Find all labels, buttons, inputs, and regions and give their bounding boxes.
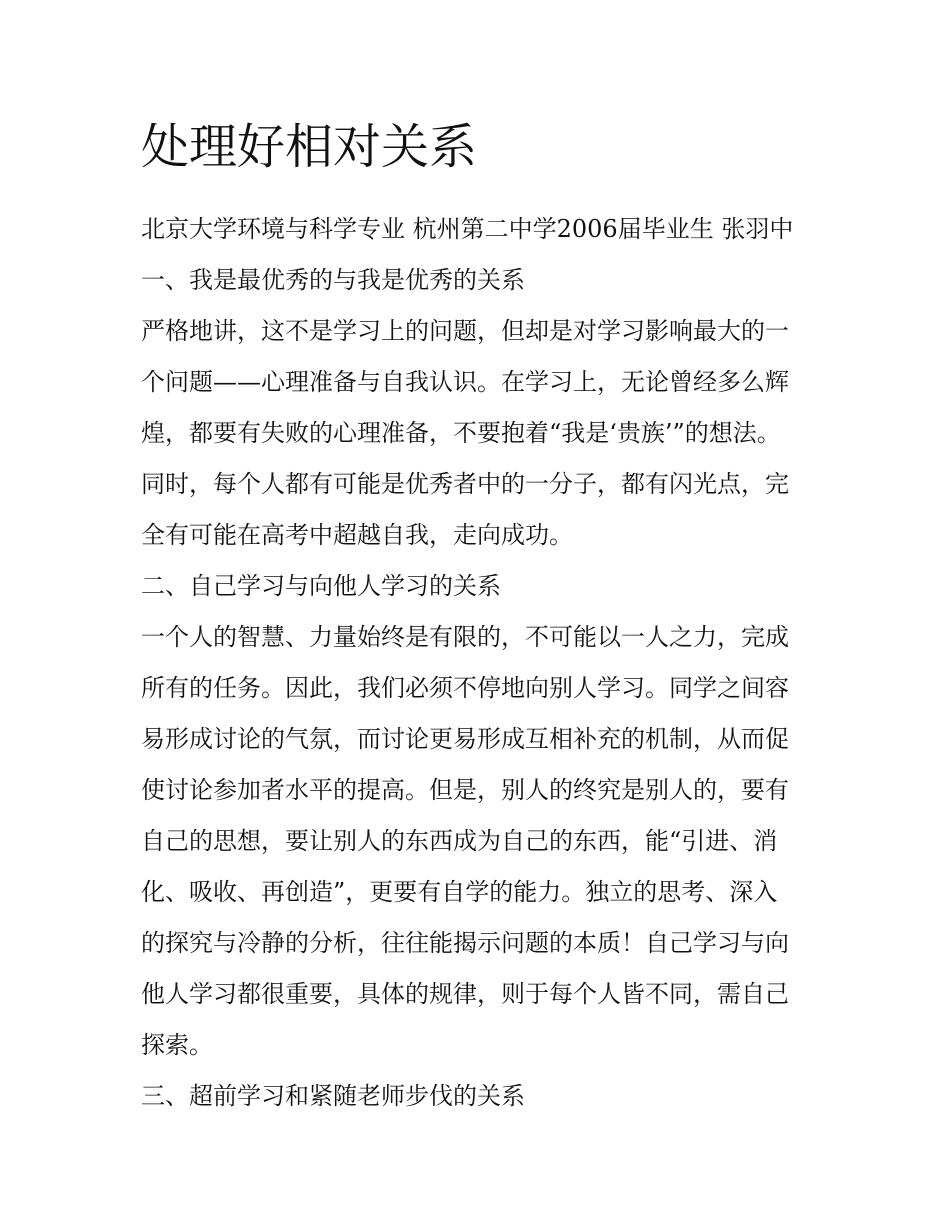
paragraph-line: 一个人的智慧、力量始终是有限的，不可能以一人之力，完成	[141, 623, 789, 651]
section-3	[141, 1071, 813, 1122]
paragraph-line: 他人学习都很重要，具体的规律，则于每个人皆不同，需自己	[141, 980, 789, 1008]
section-1	[141, 255, 813, 561]
paragraph-line: 的探究与冷静的分析，往往能揭示问题的本质！自己学习与向	[141, 929, 789, 957]
paragraph-line: 化、吸收、再创造”，更要有自学的能力。独立的思考、深入	[141, 878, 778, 906]
section-2	[141, 561, 813, 1071]
paragraph-line: 煌，都要有失败的心理准备，不要抱着“我是‘贵族’”的想法。	[141, 419, 781, 447]
paragraph-line: 同时，每个人都有可能是优秀者中的一分子，都有闪光点，完	[141, 470, 789, 498]
section-heading: 三、超前学习和紧随老师步伐的关系	[141, 1082, 525, 1110]
paragraph-line: 全有可能在高考中超越自我，走向成功。	[141, 521, 573, 549]
paragraph-line: 个问题——心理准备与自我认识。在学习上，无论曾经多么辉	[141, 368, 789, 396]
section-heading: 一、我是最优秀的与我是优秀的关系	[141, 266, 525, 294]
section-paragraph	[141, 306, 813, 561]
paragraph-line: 严格地讲，这不是学习上的问题，但却是对学习影响最大的一	[141, 317, 789, 345]
section-paragraph	[141, 612, 813, 1071]
paragraph-line: 所有的任务。因此，我们必须不停地向别人学习。同学之间容	[141, 674, 789, 702]
paragraph-line: 自己的思想，要让别人的东西成为自己的东西，能“引进、消	[141, 827, 778, 855]
section-heading: 二、自己学习与向他人学习的关系	[141, 572, 501, 600]
author-line: 北京大学环境与科学专业 杭州第二中学2006届毕业生 张羽中	[141, 215, 794, 243]
document-title: 处理好相对关系	[141, 119, 478, 175]
paragraph-line: 探索。	[141, 1031, 213, 1059]
paragraph-line: 易形成讨论的气氛，而讨论更易形成互相补充的机制，从而促	[141, 725, 789, 753]
document-page	[141, 112, 813, 1122]
paragraph-line: 使讨论参加者水平的提高。但是，别人的终究是别人的，要有	[141, 776, 789, 804]
